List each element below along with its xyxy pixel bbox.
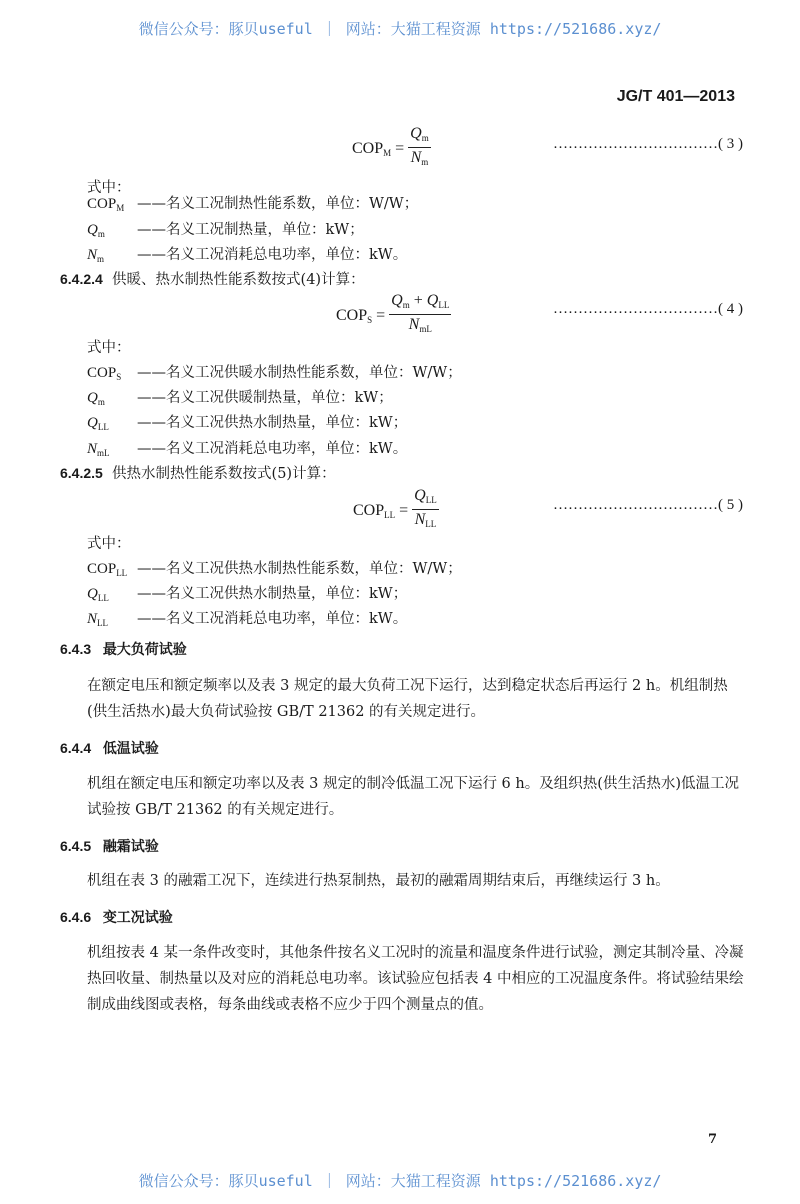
definition-row: [87, 582, 407, 603]
definition-text: ——名义工况供暖制热量，单位：kW；: [137, 390, 393, 407]
definition-row: [87, 437, 407, 458]
definition-symbol: $Q_{LL}$: [87, 415, 109, 433]
section-6-4-6-body: 机组按表 4 某一条件改变时，其他条件按名义工况时的流量和温度条件进行试验，测定其制冷量、冷凝热回收量、制热量以及对应的消耗总电功率。该试验应包括表 4 中相应的工况温度条件。将试验结果绘制成曲线图或表格，每条曲线或表格不应少于四个测量点的值。: [87, 945, 744, 1013]
equation-4: $COP_S$ = $\frac{Q_m + Q_{LL}}{N_{mL}}$: [336, 292, 450, 334]
watermark-header: 微信公众号：豚贝useful ｜ 网站：大猫工程资源 https://521686.xyz/: [138, 20, 662, 38]
definition-text: ——名义工况供热水制热量，单位：kW；: [137, 415, 408, 432]
equation-5-number: ……………………………( 5 ): [553, 497, 743, 513]
definition-symbol: $COP_S$: [87, 365, 122, 382]
definition-text: ——名义工况供热水制热量，单位：kW；: [137, 586, 408, 603]
definition-text: ——名义工况制热性能系数，单位：W/W；: [137, 196, 419, 212]
definition-row: [87, 192, 418, 213]
equation-3: $COP_M$ = $\frac{Q_m}{N_m}$: [352, 125, 429, 167]
definition-text: ——名义工况供暖水制热性能系数，单位：W/W；: [137, 365, 462, 381]
definition-row: [87, 243, 407, 264]
definition-text: ——名义工况消耗总电功率，单位：kW。: [137, 440, 408, 457]
definition-symbol: $COP_{LL}$: [87, 561, 128, 578]
definition-symbol: $N_{mL}$: [87, 440, 110, 458]
section-6-4-6-heading: 6.4.6 变工况试验: [60, 909, 173, 925]
definition-row: [87, 607, 407, 628]
definition-row: [87, 411, 407, 432]
definition-symbol: $N_m$: [87, 247, 105, 264]
where-label: 式中：: [87, 340, 131, 356]
definition-text: ——名义工况消耗总电功率，单位：kW。: [137, 247, 408, 263]
definition-row: [87, 361, 462, 382]
definition-row: [87, 557, 462, 578]
section-6-4-5-body: 机组在表 3 的融霜工况下，连续进行热泵制热，最初的融霜周期结束后，再继续运行 3 h。: [87, 873, 670, 889]
standard-number: JG/T 401—2013: [616, 88, 735, 105]
page-number: 7: [708, 1132, 718, 1147]
where-label: 式中：: [87, 180, 131, 196]
section-6-4-3-body: 在额定电压和额定频率以及表 3 规定的最大负荷工况下运行，达到稳定状态后再运行 2 h。机组制热(供生活热水)最大负荷试验按 GB/T 21362 的有关规定进行。: [87, 678, 728, 720]
definition-symbol: $N_{LL}$: [87, 611, 109, 629]
definition-text: ——名义工况消耗总电功率，单位：kW。: [137, 611, 408, 628]
section-6-4-2-4: 6.4.2.4 供暖、热水制热性能系数按式(4)计算：: [60, 271, 365, 288]
section-6-4-2-5: 6.4.2.5 供热水制热性能系数按式(5)计算：: [60, 465, 336, 482]
equation-4-number: ……………………………( 4 ): [553, 301, 743, 317]
definition-symbol: $Q_m$: [87, 221, 105, 239]
watermark-footer: 微信公众号：豚贝useful ｜ 网站：大猫工程资源 https://521686.xyz/: [138, 1172, 662, 1190]
definition-row: [87, 386, 393, 407]
section-6-4-3-heading: 6.4.3 最大负荷试验: [60, 641, 187, 657]
section-6-4-5-heading: 6.4.5 融霜试验: [60, 838, 159, 854]
definition-symbol: $Q_{LL}$: [87, 586, 109, 604]
equation-5: $COP_{LL}$ = $\frac{Q_{LL}}{N_{LL}}$: [353, 487, 437, 529]
section-6-4-4-body: 机组在额定电压和额定功率以及表 3 规定的制冷低温工况下运行 6 h。及组织热(供生活热水)低温工况试验按 GB/T 21362 的有关规定进行。: [87, 776, 740, 818]
definition-symbol: $COP_M$: [87, 196, 125, 213]
definition-text: ——名义工况供热水制热性能系数，单位：W/W；: [137, 561, 462, 577]
section-6-4-4-heading: 6.4.4 低温试验: [60, 740, 159, 756]
equation-3-number: ……………………………( 3 ): [553, 136, 743, 152]
where-label: 式中：: [87, 536, 131, 552]
definition-row: [87, 218, 364, 239]
definition-text: ——名义工况制热量，单位：kW；: [137, 221, 364, 238]
definition-symbol: $Q_m$: [87, 390, 105, 408]
